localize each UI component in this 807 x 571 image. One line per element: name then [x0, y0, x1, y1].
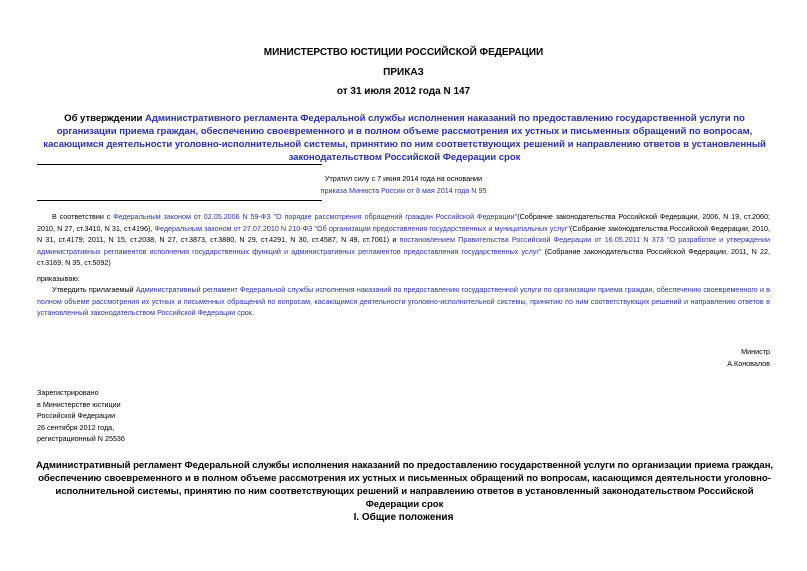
- status-note: [0, 173, 807, 196]
- order-lead: приказываю:: [37, 274, 80, 283]
- title-regulation-link[interactable]: Административного регламента Федеральной службы исполнения наказаний по предоставлению государственной услуги по организации приема граждан, обеспечению своевременного и в полном объеме рассмотрения их устных и письменных обращений по вопросам, касающимся деятельности уголовно-исполнительной системы, принятию по ним соответствующих решений и направлению ответов в установленный законодательством Российской Федерации срок: [43, 113, 766, 163]
- preamble-text-3: (Собрание законодательства Российской Федерации, 2010, N 31, ст.4179; 2011, N 15, ст.2038, N 27, ст.3873, ст.3880, N 29, ст.4291, N 30, ст.4587, N 49, ст.7061) и: [37, 223, 770, 244]
- divider-top: [37, 164, 322, 165]
- signature-block: [727, 346, 770, 369]
- status-line: Утратил силу с 7 июня 2014 года на основании: [324, 174, 483, 183]
- title-prefix: Об утверждении: [64, 113, 145, 124]
- document-title: [34, 112, 775, 164]
- law-59fz-link[interactable]: Федеральным законом от 02.05.2006 N 59-ФЗ "О порядке рассмотрения обращений граждан Российской Федерации": [113, 212, 518, 221]
- registration-line-1: Зарегистрировано: [37, 388, 99, 397]
- order-text-1: Утвердить прилагаемый: [52, 285, 136, 294]
- law-210fz-link[interactable]: Федеральным законом от 27.07.2010 N 210-ФЗ "Об организации предоставления государственных и муниципальных услуг": [154, 223, 570, 233]
- order-paragraph: [37, 284, 770, 319]
- section-heading: I. Общие положения: [353, 512, 454, 523]
- regulation-link[interactable]: Административный регламент Федеральной службы исполнения наказаний по предоставлению государственной услуги по организации приема граждан, обеспечению своевременного и в полном объеме рассмотрения их устных и письменных обращений по вопросам, касающимся деятельности уголовно-исполнительной системы, принятию по ним соответствующих решений и направлению ответов в установленный законодательством Российской Федерации срок: [37, 285, 771, 317]
- registration-line-3: Российской Федерации: [37, 411, 116, 420]
- preamble-paragraph: [37, 211, 770, 269]
- registration-line-4: 26 сентября 2012 года,: [37, 422, 115, 432]
- document-type: ПРИКАЗ: [383, 67, 424, 78]
- signature-name: А.Коновалов: [727, 358, 770, 368]
- resolution-373-link[interactable]: постановлением Правительства Российской Федерации от 16.05.2011 N 373 "О разработке и утверждении административных регламентов исполнения государственных функций и административных регламентов предоставления государственных услуг": [37, 235, 770, 256]
- document-date-number: от 31 июля 2012 года N 147: [336, 86, 471, 97]
- signature-position: Министр: [741, 347, 770, 356]
- order-text-2: .: [251, 308, 254, 317]
- registration-line-5: регистрационный N 25536: [37, 434, 125, 443]
- preamble-text-1: В соответствии с: [52, 212, 114, 221]
- repeal-order-link[interactable]: приказа Минюста России от 8 мая 2014 года N 95: [320, 185, 487, 195]
- preamble-text-4: (Собрание законодательства Российской Федерации, 2011, N 22, ст.3169, N 35, ст.5092): [37, 246, 770, 267]
- registration-line-2: в Министерстве юстиции: [37, 399, 121, 409]
- preamble-text-2: (Собрание законодательства Российской Федерации, 2006, N 19, ст.2060; 2010, N 27, ст.3410, N 31, ст.4196),: [37, 212, 771, 233]
- divider-bottom: [37, 200, 322, 201]
- regulation-title: Административный регламент Федеральной службы исполнения наказаний по предоставлению государственной услуги по организации приема граждан, обеспечению своевременного и в полном объеме рассмотрения их устных и письменных обращений по вопросам, касающимся деятельности уголовно-исполнительной системы, принятию по ним соответствующих решений и направлению ответов в установленный законодательством Российской Федерации срок: [35, 460, 774, 510]
- ministry-name: МИНИСТЕРСТВО ЮСТИЦИИ РОССИЙСКОЙ ФЕДЕРАЦИИ: [263, 47, 544, 58]
- registration-block: [37, 387, 125, 445]
